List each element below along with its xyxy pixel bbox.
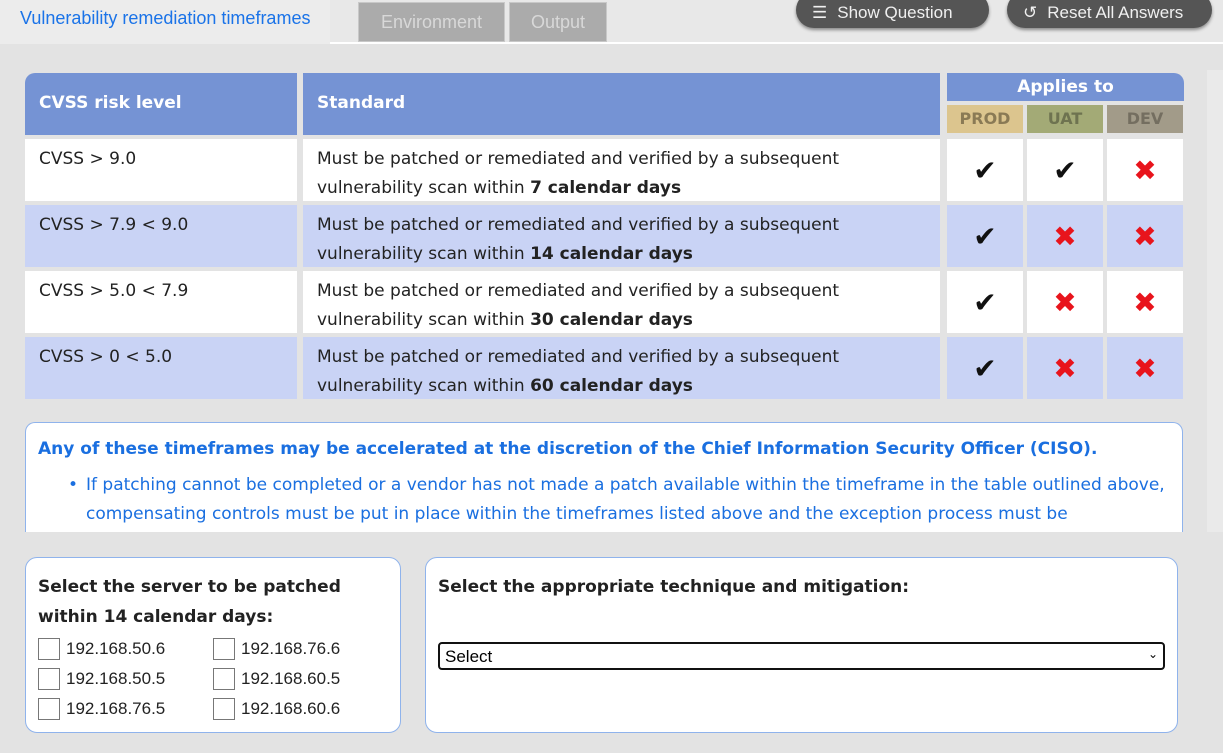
checkbox[interactable] — [38, 668, 60, 690]
header-dev: DEV — [1107, 105, 1183, 133]
risk-level: CVSS > 9.0 — [25, 139, 297, 201]
server-checkbox[interactable]: 192.168.60.6 — [213, 698, 373, 720]
check-icon: ✔ — [947, 139, 1023, 201]
server-checkbox[interactable]: 192.168.60.5 — [213, 668, 373, 690]
reset-icon: ↺ — [1023, 3, 1038, 22]
list-icon: ☰ — [812, 3, 828, 22]
risk-level: CVSS > 0 < 5.0 — [25, 337, 297, 399]
checkbox[interactable] — [38, 698, 60, 720]
server-checkbox[interactable]: 192.168.76.5 — [38, 698, 213, 720]
check-icon: ✔ — [947, 271, 1023, 333]
server-checkbox[interactable]: 192.168.76.6 — [213, 638, 373, 660]
tab-output[interactable]: Output — [509, 2, 607, 42]
scrollbar[interactable] — [1207, 70, 1223, 532]
table-row — [25, 271, 1184, 333]
x-icon: ✖ — [1107, 139, 1183, 201]
table-row — [25, 139, 1184, 201]
header-risk: CVSS risk level — [25, 73, 297, 135]
header-prod: PROD — [947, 105, 1023, 133]
note-bullet: • If patching cannot be completed or a vendor has not made a patch available within the timeframe in the table outlined above, compensating controls must be put in place within the timeframes listed above and the exception process must be — [38, 471, 1170, 529]
x-icon: ✖ — [1107, 205, 1183, 267]
risk-level: CVSS > 5.0 < 7.9 — [25, 271, 297, 333]
tab-vulnerability-remediation[interactable]: Vulnerability remediation timeframes — [0, 0, 330, 44]
checkbox[interactable] — [38, 638, 60, 660]
reset-all-answers-button[interactable]: ↺ Reset All Answers — [1007, 0, 1212, 28]
x-icon: ✖ — [1027, 205, 1103, 267]
server-checkbox[interactable]: 192.168.50.5 — [38, 668, 213, 690]
check-icon: ✔ — [1027, 139, 1103, 201]
standard-text: Must be patched or remediated and verified by a subsequent vulnerability scan within 7 calendar days — [303, 139, 940, 201]
show-question-button[interactable]: ☰ Show Question — [796, 0, 989, 28]
x-icon: ✖ — [1027, 337, 1103, 399]
x-icon: ✖ — [1107, 337, 1183, 399]
tab-environment[interactable]: Environment — [358, 2, 505, 42]
checkbox[interactable] — [213, 698, 235, 720]
risk-level: CVSS > 7.9 < 9.0 — [25, 205, 297, 267]
technique-panel-title: Select the appropriate technique and mitigation: — [438, 577, 910, 597]
x-icon: ✖ — [1107, 271, 1183, 333]
technique-select[interactable]: Select ⌄ — [438, 642, 1165, 670]
header-uat: UAT — [1027, 105, 1103, 133]
table-row — [25, 337, 1184, 399]
standard-text: Must be patched or remediated and verified by a subsequent vulnerability scan within 14 calendar days — [303, 205, 940, 267]
server-panel-title: Select the server to be patched within 14 calendar days: — [38, 577, 341, 627]
remediation-table — [25, 73, 1184, 397]
header-standard: Standard — [303, 73, 940, 135]
check-icon: ✔ — [947, 205, 1023, 267]
technique-panel — [425, 557, 1178, 733]
note-heading: Any of these timeframes may be accelerated at the discretion of the Chief Information Security Officer (CISO). — [38, 439, 1098, 459]
standard-text: Must be patched or remediated and verified by a subsequent vulnerability scan within 60 calendar days — [303, 337, 940, 399]
top-bar — [0, 0, 1223, 44]
checkbox[interactable] — [213, 638, 235, 660]
chevron-down-icon: ⌄ — [1147, 647, 1158, 661]
header-applies-to: Applies to — [947, 73, 1184, 101]
check-icon: ✔ — [947, 337, 1023, 399]
note-panel — [25, 422, 1183, 532]
table-row — [25, 205, 1184, 267]
checkbox[interactable] — [213, 668, 235, 690]
server-selection-panel — [25, 557, 401, 733]
x-icon: ✖ — [1027, 271, 1103, 333]
standard-text: Must be patched or remediated and verified by a subsequent vulnerability scan within 30 calendar days — [303, 271, 940, 333]
server-checkbox[interactable]: 192.168.50.6 — [38, 638, 213, 660]
